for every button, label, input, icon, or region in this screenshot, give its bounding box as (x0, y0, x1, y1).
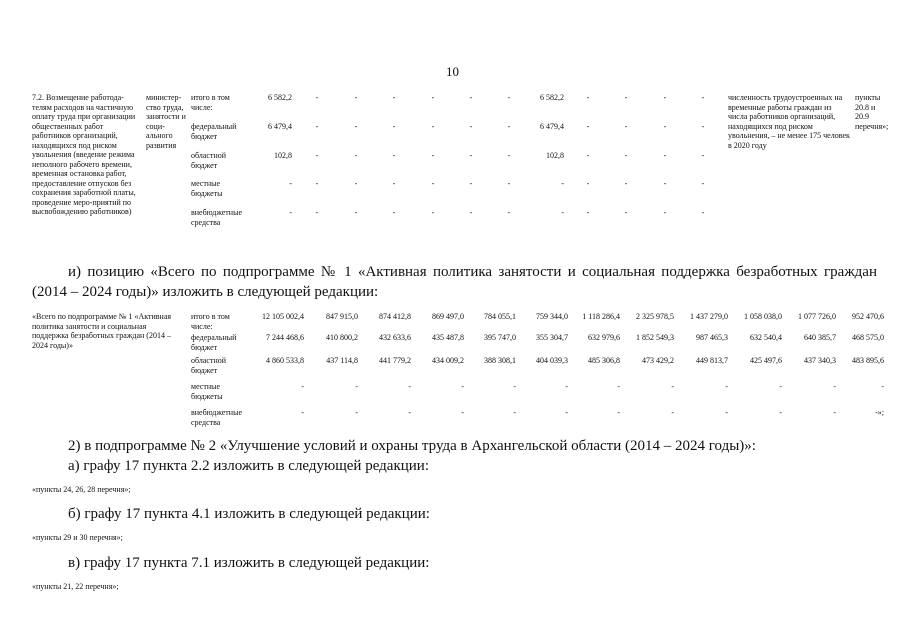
table2-value-cell: - (565, 408, 568, 417)
table1-year-value: - (561, 208, 564, 217)
table1-dash-cell: - (431, 93, 435, 102)
table1-dash-cell: - (469, 208, 473, 217)
table1-dash-cell: - (469, 93, 473, 102)
table2-value-cell: -»; (875, 408, 884, 417)
table1-dash-cell: - (663, 151, 667, 160)
table1-dash-cell: - (431, 208, 435, 217)
table2-value-cell: 485 306,8 (588, 356, 620, 365)
table1-dash-cell: - (586, 179, 590, 188)
table2-value-cell: 640 385,7 (804, 333, 836, 342)
table1-total-value: - (289, 208, 292, 217)
table1-year-value: - (561, 179, 564, 188)
table1-dash-cell: - (507, 122, 511, 131)
paragraph-i: и) позицию «Всего по подпрограмме № 1 «Активная политика занятости и социальная поддержка безработных граждан (2014 – 2024 годы)» изложить в следующей редакции: (32, 264, 877, 300)
table2-title: «Всего по подпрограмме № 1 «Активная политика занятости и социальная поддержка безработных граждан (2014 – 2024 годы)» (32, 312, 172, 350)
table2-value-cell: 1 058 038,0 (744, 312, 782, 321)
table2-value-cell: 847 915,0 (326, 312, 358, 321)
table2-value-cell: - (833, 408, 836, 417)
table2-value-cell: - (725, 408, 728, 417)
table1-row-label: местные бюджеты (191, 179, 223, 198)
table1-dash-cell: - (701, 93, 705, 102)
table1-dash-cell: - (701, 122, 705, 131)
table2-value-cell: 4 860 533,8 (266, 356, 304, 365)
table1-year-value: 102,8 (546, 151, 564, 160)
table1-dash-cell: - (624, 208, 628, 217)
table1-dash-cell: - (431, 151, 435, 160)
table1-dash-cell: - (354, 151, 358, 160)
paragraph-a: а) графу 17 пункта 2.2 изложить в следующей редакции: (68, 458, 429, 474)
quote-b: «пункты 29 и 30 перечня»; (32, 533, 123, 542)
table2-value-cell: 434 009,2 (432, 356, 464, 365)
table1-total-value: 102,8 (274, 151, 292, 160)
table2-value-cell: 449 813,7 (696, 356, 728, 365)
table1-dash-cell: - (507, 208, 511, 217)
table1-dash-cell: - (392, 93, 396, 102)
table1-dash-cell: - (624, 122, 628, 131)
table1-dash-cell: - (507, 93, 511, 102)
table1-dash-cell: - (586, 208, 590, 217)
table1-dash-cell: - (469, 151, 473, 160)
table2-value-cell: - (461, 408, 464, 417)
table2-value-cell: 468 575,0 (852, 333, 884, 342)
table1-measure-name: 7.2. Возмещение работода-телям расходов на частичную оплату труда при организации общественных работ работников организаций, находящихся под риском увольнения (введение режима неполного рабочего времени, временная остановка работ, предоставление отпусков без сохранения заработной платы, проведение меро-приятий по высвобождению работников) (32, 93, 136, 216)
table2-row-label: итого в том числе: (191, 312, 230, 331)
table1-dash-cell: - (315, 208, 319, 217)
table1-dash-cell: - (354, 122, 358, 131)
table2-value-cell: 437 340,3 (804, 356, 836, 365)
table1-row-label: областной бюджет (191, 151, 227, 170)
table1-dash-cell: - (354, 179, 358, 188)
table1-dash-cell: - (392, 122, 396, 131)
table1-dash-cell: - (586, 93, 590, 102)
table1-dash-cell: - (469, 179, 473, 188)
table2-value-cell: - (513, 382, 516, 391)
table2-value-cell: - (565, 382, 568, 391)
table2-value-cell: - (779, 382, 782, 391)
table1-dash-cell: - (663, 122, 667, 131)
table1-year-value: 6 479,4 (540, 122, 564, 131)
table2-value-cell: - (355, 382, 358, 391)
table2-value-cell: - (301, 382, 304, 391)
table2-value-cell: 759 344,0 (536, 312, 568, 321)
table1-dash-cell: - (701, 208, 705, 217)
table2-value-cell: 952 470,6 (852, 312, 884, 321)
table1-row-label: федеральный бюджет (191, 122, 237, 141)
table1-indicator: численность трудоустроенных на временные работы граждан из числа работников организаций, находящихся под риском увольнения, – не менее 175 человек в 2020 году (728, 93, 850, 150)
table2-value-cell: 12 105 002,4 (262, 312, 304, 321)
table2-value-cell: 632 979,6 (588, 333, 620, 342)
table1-dash-cell: - (507, 179, 511, 188)
table1-dash-cell: - (354, 208, 358, 217)
table2-value-cell: 784 055,1 (484, 312, 516, 321)
table1-row-label: итого в том числе: (191, 93, 230, 112)
table2-value-cell: - (671, 408, 674, 417)
table1-dash-cell: - (354, 93, 358, 102)
table2-value-cell: 425 497,6 (750, 356, 782, 365)
table1-total-value: 6 479,4 (268, 122, 292, 131)
table1-dash-cell: - (431, 122, 435, 131)
table2-value-cell: 874 412,8 (379, 312, 411, 321)
table1-dash-cell: - (315, 122, 319, 131)
table1-dash-cell: - (315, 93, 319, 102)
table2-row-label: областной бюджет (191, 356, 227, 375)
table1-dash-cell: - (701, 151, 705, 160)
table2-row-label: федеральный бюджет (191, 333, 237, 352)
table2-value-cell: - (408, 408, 411, 417)
table2-value-cell: - (779, 408, 782, 417)
table2-value-cell: 632 540,4 (750, 333, 782, 342)
table2-value-cell: - (513, 408, 516, 417)
page-number: 10 (446, 64, 459, 79)
table1-dash-cell: - (586, 122, 590, 131)
table2-value-cell: 1 077 726,0 (798, 312, 836, 321)
paragraph-2: 2) в подпрограмме № 2 «Улучшение условий и охраны труда в Архангельской области (2014 – 2024 годы)»: (68, 438, 756, 454)
table1-dash-cell: - (469, 122, 473, 131)
table1-dash-cell: - (624, 93, 628, 102)
table1-dash-cell: - (315, 151, 319, 160)
table2-value-cell: - (301, 408, 304, 417)
table1-dash-cell: - (624, 179, 628, 188)
table1-total-value: 6 582,2 (268, 93, 292, 102)
table1-dash-cell: - (392, 179, 396, 188)
table2-row-label: внебюджетные средства (191, 408, 242, 427)
table1-year-value: 6 582,2 (540, 93, 564, 102)
table2-value-cell: 437 114,8 (326, 356, 358, 365)
paragraph-b: б) графу 17 пункта 4.1 изложить в следующей редакции: (68, 506, 430, 522)
table2-value-cell: 483 895,6 (852, 356, 884, 365)
table2-value-cell: 395 747,0 (484, 333, 516, 342)
table1-dash-cell: - (701, 179, 705, 188)
quote-a: «пункты 24, 26, 28 перечня»; (32, 485, 131, 494)
table2-value-cell: - (617, 382, 620, 391)
table1-dash-cell: - (507, 151, 511, 160)
table2-value-cell: - (725, 382, 728, 391)
table1-row-label: внебюджетные средства (191, 208, 242, 227)
quote-v: «пункты 21, 22 перечня»; (32, 582, 119, 591)
table1-dash-cell: - (392, 208, 396, 217)
table1-dash-cell: - (392, 151, 396, 160)
table2-value-cell: - (461, 382, 464, 391)
table1-executor: министер-ство труда, занятости и соци-ального развития (146, 93, 186, 150)
table1-points: пункты 20.8 и 20.9 перечня»; (855, 93, 889, 131)
table2-row-label: местные бюджеты (191, 382, 223, 401)
table1-dash-cell: - (431, 179, 435, 188)
paragraph-v: в) графу 17 пункта 7.1 изложить в следующей редакции: (68, 555, 430, 571)
table2-value-cell: 869 497,0 (432, 312, 464, 321)
table2-value-cell: - (408, 382, 411, 391)
table1-dash-cell: - (663, 179, 667, 188)
table2-value-cell: 987 465,3 (696, 333, 728, 342)
table2-value-cell: 432 633,6 (379, 333, 411, 342)
table2-value-cell: 7 244 468,6 (266, 333, 304, 342)
table2-value-cell: 410 800,2 (326, 333, 358, 342)
table2-value-cell: 473 429,2 (642, 356, 674, 365)
table1-dash-cell: - (624, 151, 628, 160)
table2-value-cell: - (881, 382, 884, 391)
table1-dash-cell: - (663, 93, 667, 102)
table2-value-cell: - (617, 408, 620, 417)
table2-value-cell: 388 308,1 (484, 356, 516, 365)
table2-value-cell: 1 852 549,3 (636, 333, 674, 342)
table1-dash-cell: - (586, 151, 590, 160)
table2-value-cell: - (671, 382, 674, 391)
table1-total-value: - (289, 179, 292, 188)
table2-value-cell: 404 039,3 (536, 356, 568, 365)
table2-value-cell: 1 118 286,4 (582, 312, 620, 321)
table1-dash-cell: - (663, 208, 667, 217)
table2-value-cell: 435 487,8 (432, 333, 464, 342)
table2-value-cell: - (355, 408, 358, 417)
table2-value-cell: 1 437 279,0 (690, 312, 728, 321)
table1-dash-cell: - (315, 179, 319, 188)
table2-value-cell: - (833, 382, 836, 391)
table2-value-cell: 2 325 978,5 (636, 312, 674, 321)
table2-value-cell: 441 779,2 (379, 356, 411, 365)
table2-value-cell: 355 304,7 (536, 333, 568, 342)
